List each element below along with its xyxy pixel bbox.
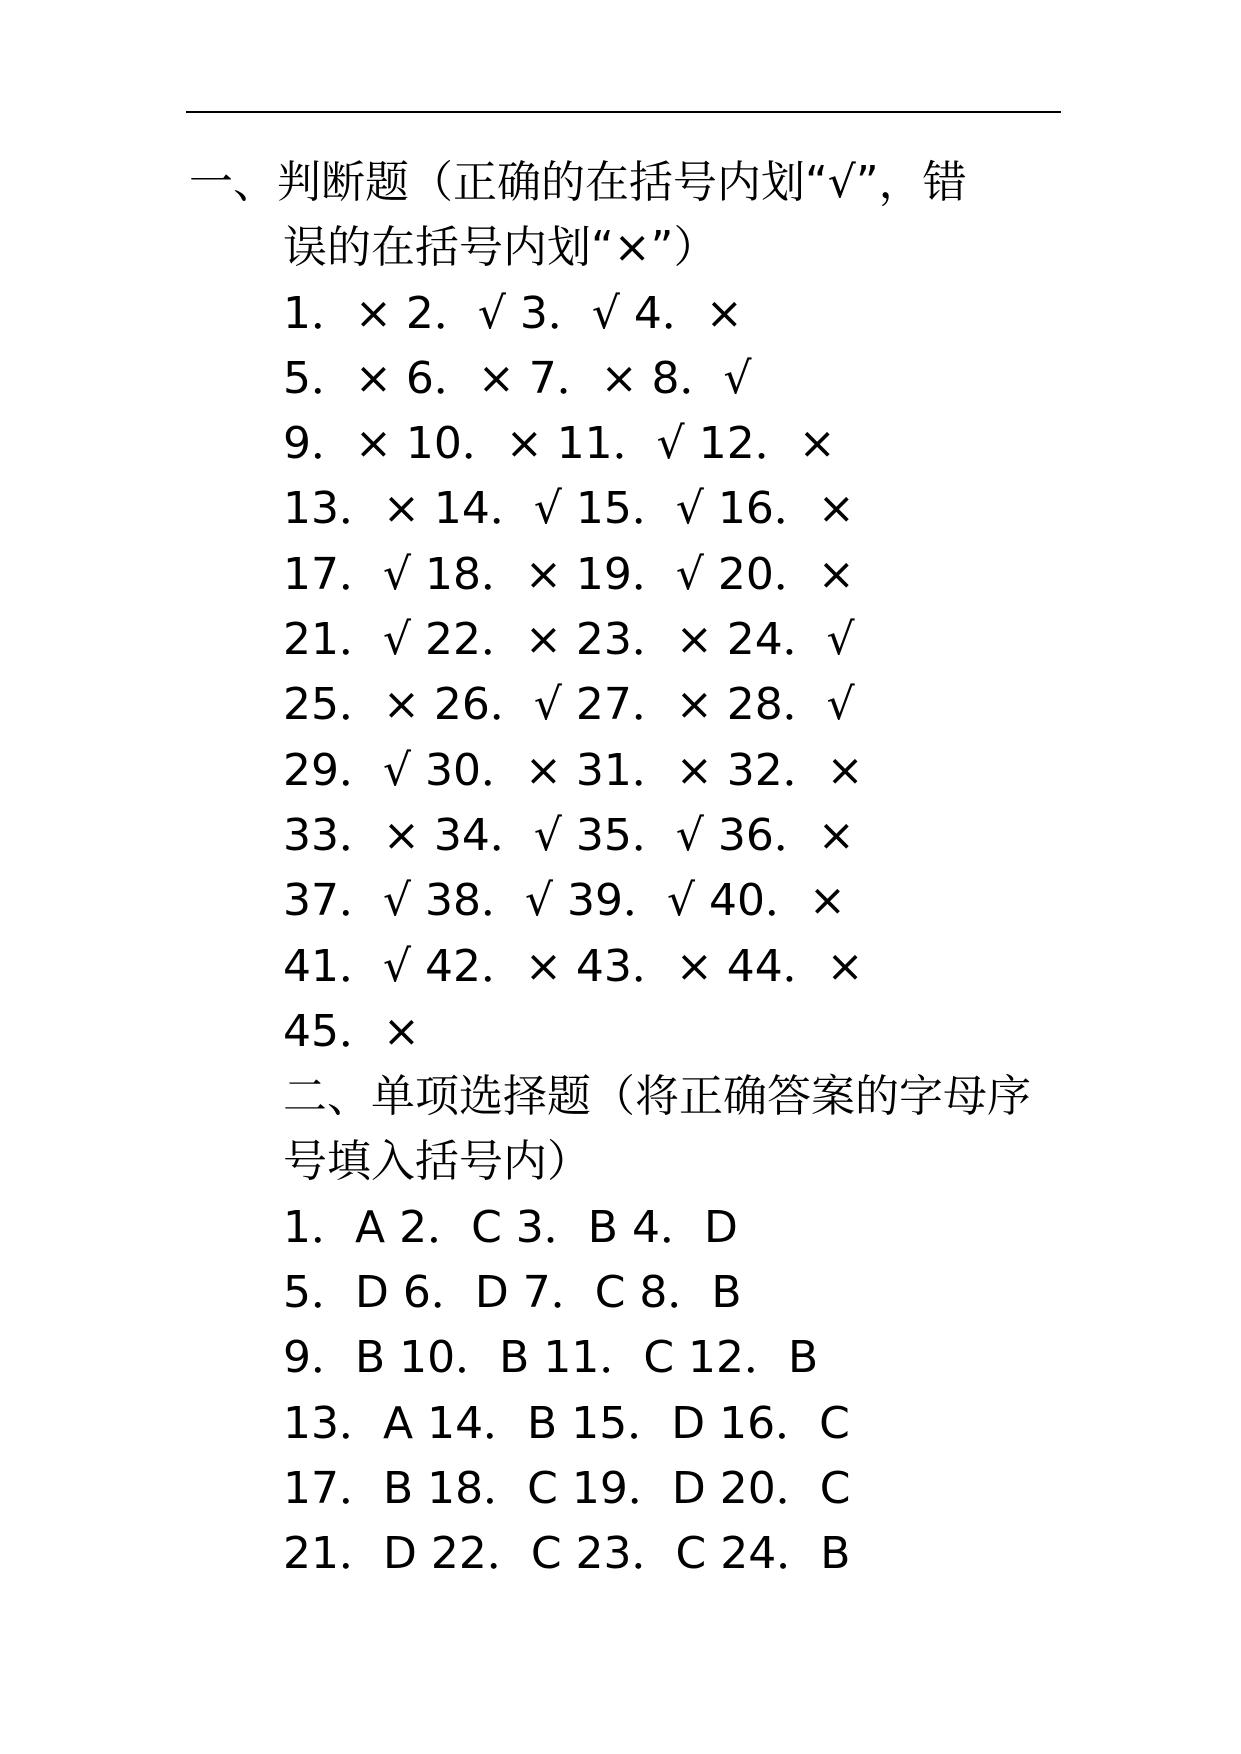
section-heading-continued: 误的在括号内划“×”） xyxy=(283,222,718,274)
answer-row: 5．D 6．D 7．C 8．B xyxy=(283,1267,742,1319)
header-rule xyxy=(186,111,1061,113)
answer-row: 1．A 2．C 3．B 4．D xyxy=(283,1201,738,1253)
section-heading: 一、判断题（正确的在括号内划“√”，错 xyxy=(189,157,967,208)
answer-row: 25．× 26．√ 27．× 28．√ xyxy=(283,679,855,731)
section-true-false xyxy=(189,150,1083,1064)
answer-key xyxy=(189,150,1083,1587)
answer-row: 21．√ 22．× 23．× 24．√ xyxy=(283,614,855,666)
answer-row: 41．√ 42．× 43．× 44．× xyxy=(283,940,864,992)
section-heading-continued: 号填入括号内） xyxy=(283,1136,591,1188)
answer-row: 13．A 14．B 15．D 16．C xyxy=(283,1397,850,1449)
section-single-choice xyxy=(283,1064,1083,1586)
answer-row: 9．× 10．× 11．√ 12．× xyxy=(283,418,836,470)
answer-row: 17．B 18．C 19．D 20．C xyxy=(283,1462,851,1514)
answer-row: 45．× xyxy=(283,1005,420,1057)
answer-row: 13．× 14．√ 15．√ 16．× xyxy=(283,483,855,535)
answer-row: 1．× 2．√ 3．√ 4．× xyxy=(283,287,743,339)
answer-row: 29．√ 30．× 31．× 32．× xyxy=(283,744,864,796)
answer-row: 37．√ 38．√ 39．√ 40．× xyxy=(283,875,846,927)
answer-row: 21．D 22．C 23．C 24．B xyxy=(283,1528,851,1580)
answer-row: 5．× 6．× 7．× 8．√ xyxy=(283,352,752,404)
answer-row: 17．√ 18．× 19．√ 20．× xyxy=(283,548,855,600)
section-heading: 二、单项选择题（将正确答案的字母序 xyxy=(283,1071,1031,1123)
answer-row: 33．× 34．√ 35．√ 36．× xyxy=(283,809,855,861)
answer-row: 9．B 10．B 11．C 12．B xyxy=(283,1332,819,1384)
